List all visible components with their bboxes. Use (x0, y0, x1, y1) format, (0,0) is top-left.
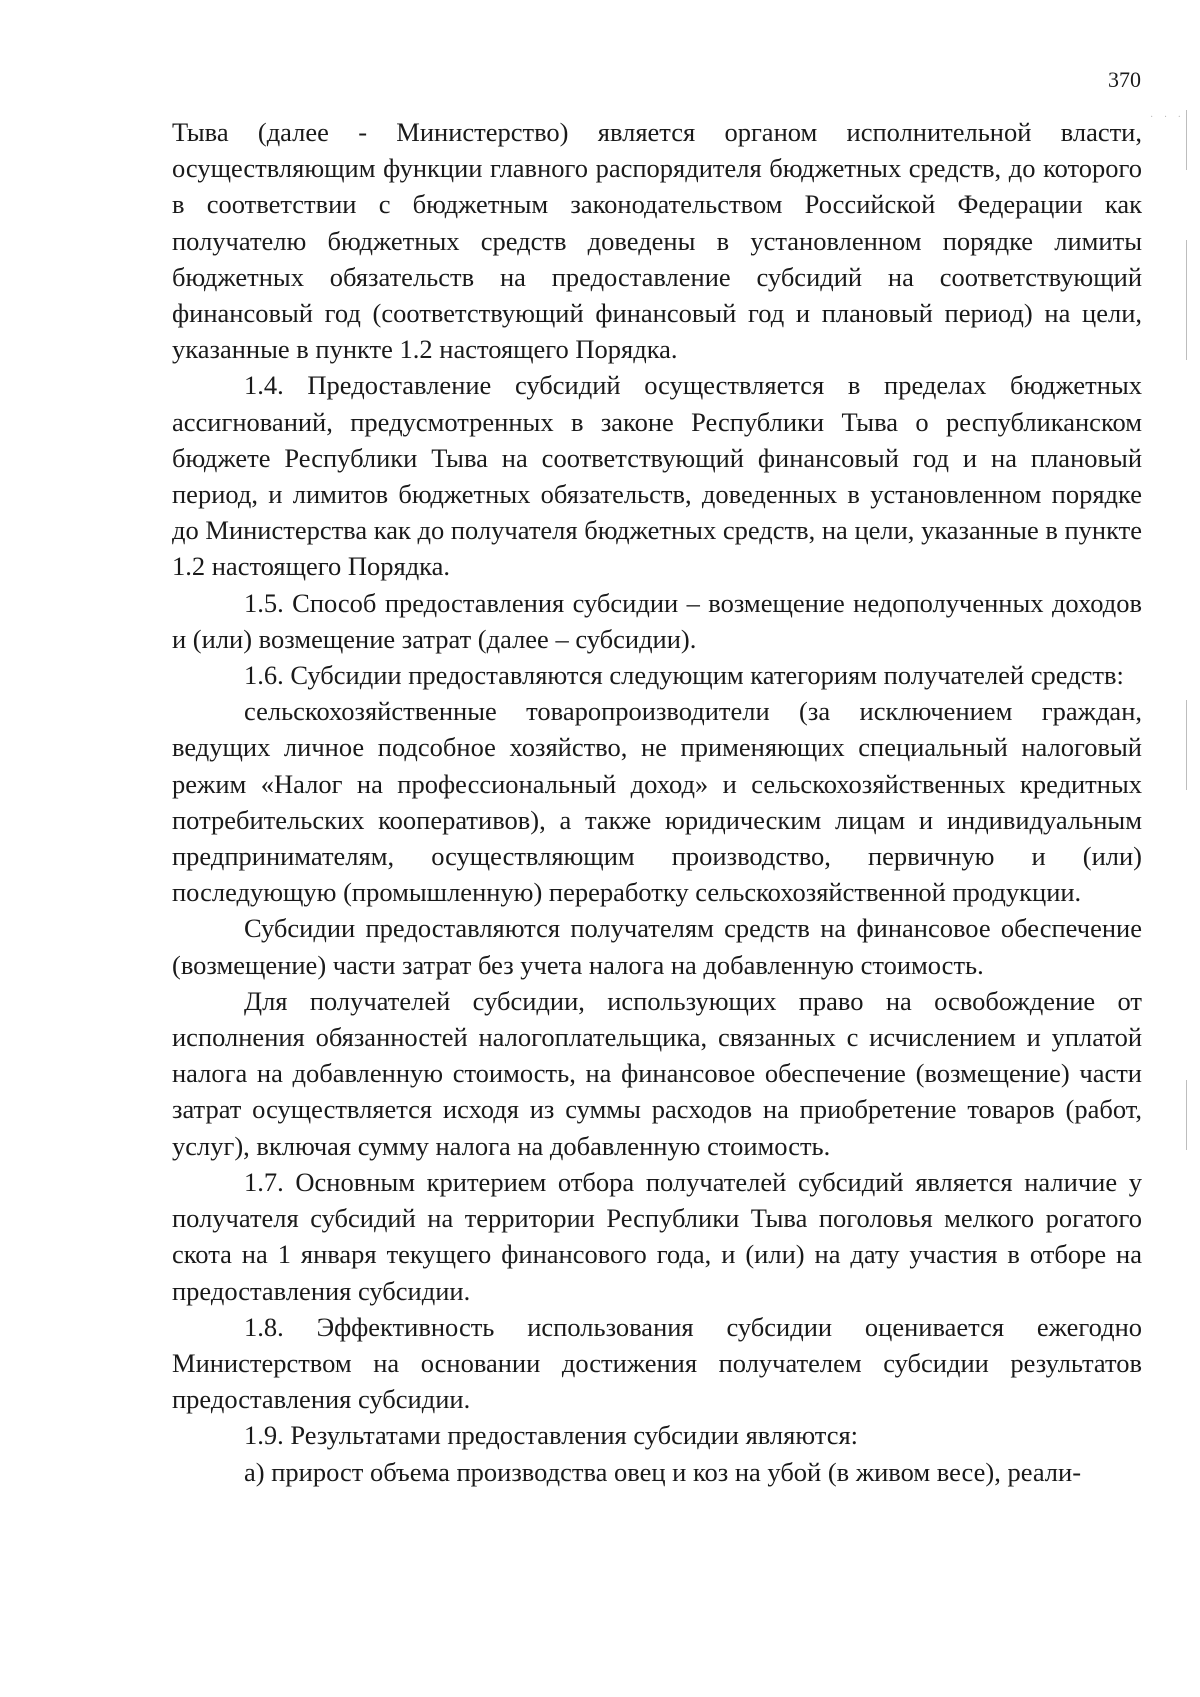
paragraph-1-4: 1.4. Предоставление субсидий осуществляется в пределах бюджетных ассигнований, предусмотренных в законе Республики Тыва о республиканском бюджете Республики Тыва на соответствующий финансовый год и на плановый период, и лимитов бюджетных обязательств, доведенных в установленном порядке до Министерства как до получателя бюджетных средств, на цели, указанные в пункте 1.2 настоящего Порядка. (172, 370, 1142, 582)
scan-edge-mark-4 (1186, 1080, 1187, 1150)
paragraph-vat-exemption: Для получателей субсидии, использующих право на освобождение от исполнения обязанностей налогоплательщика, связанных с исчислением и уплатой налога на добавленную стоимость, на финансовое обеспечение (возмещение) части затрат осуществляется исходя из суммы расходов на приобретение товаров (работ, услуг), включая сумму налога на добавленную стоимость. (172, 985, 1142, 1161)
page-number: 370 (1108, 67, 1141, 92)
scan-edge-mark-1 (1186, 110, 1187, 170)
scan-edge-mark-2 (1186, 240, 1187, 360)
scan-edge-mark-3 (1186, 700, 1187, 790)
paragraph-continuation: Тыва (далее - Министерство) является органом исполнительной власти, осуществляющим функции главного распорядителя бюджетных средств, до которого в соответствии с бюджетным законодательством Российской Федерации как получателю бюджетных средств доведены в установленном порядке лимиты бюджетных обязательств на предоставление субсидий на соответствующий финансовый год (соответствующий финансовый год и плановый период) на цели, указанные в пункте 1.2 настоящего Порядка. (172, 117, 1142, 365)
paragraph-1-6: 1.6. Субсидии предоставляются следующим категориям получателей средств: (244, 660, 1124, 691)
paragraph-1-5: 1.5. Способ предоставления субсидии – возмещение недополученных доходов и (или) возмещение затрат (далее – субсидии). (172, 587, 1142, 654)
paragraph-1-7: 1.7. Основным критерием отбора получателей субсидий является наличие у получателя субсидий на территории Республики Тыва поголовья мелкого рогатого скота на 1 января текущего финансового года, и (или) на дату участия в отборе на предоставления субсидии. (172, 1166, 1142, 1306)
paragraph-subsidy-purpose: Субсидии предоставляются получателям средств на финансовое обеспечение (возмещение) части затрат без учета налога на добавленную стоимость. (172, 913, 1142, 980)
scan-edge-dots: · · · (1150, 112, 1185, 123)
paragraph-1-8: 1.8. Эффективность использования субсидии оценивается ежегодно Министерством на основании достижения получателем субсидии результатов предоставления субсидии. (172, 1311, 1142, 1415)
paragraph-item-a: а) прирост объема производства овец и коз на убой (в живом весе), реали- (244, 1456, 1082, 1487)
document-body (172, 114, 1142, 1490)
paragraph-1-9: 1.9. Результатами предоставления субсидии являются: (244, 1420, 859, 1451)
paragraph-recipients: сельскохозяйственные товаропроизводители (за исключением граждан, ведущих личное подсобное хозяйство, не применяющих специальный налоговый режим «Налог на профессиональный доход» и сельскохозяйственных кредитных потребительских кооперативов), а также юридическим лицам и индивидуальным предпринимателям, осуществляющим производство, первичную и (или) последующую (промышленную) переработку сельскохозяйственной продукции. (172, 696, 1142, 908)
